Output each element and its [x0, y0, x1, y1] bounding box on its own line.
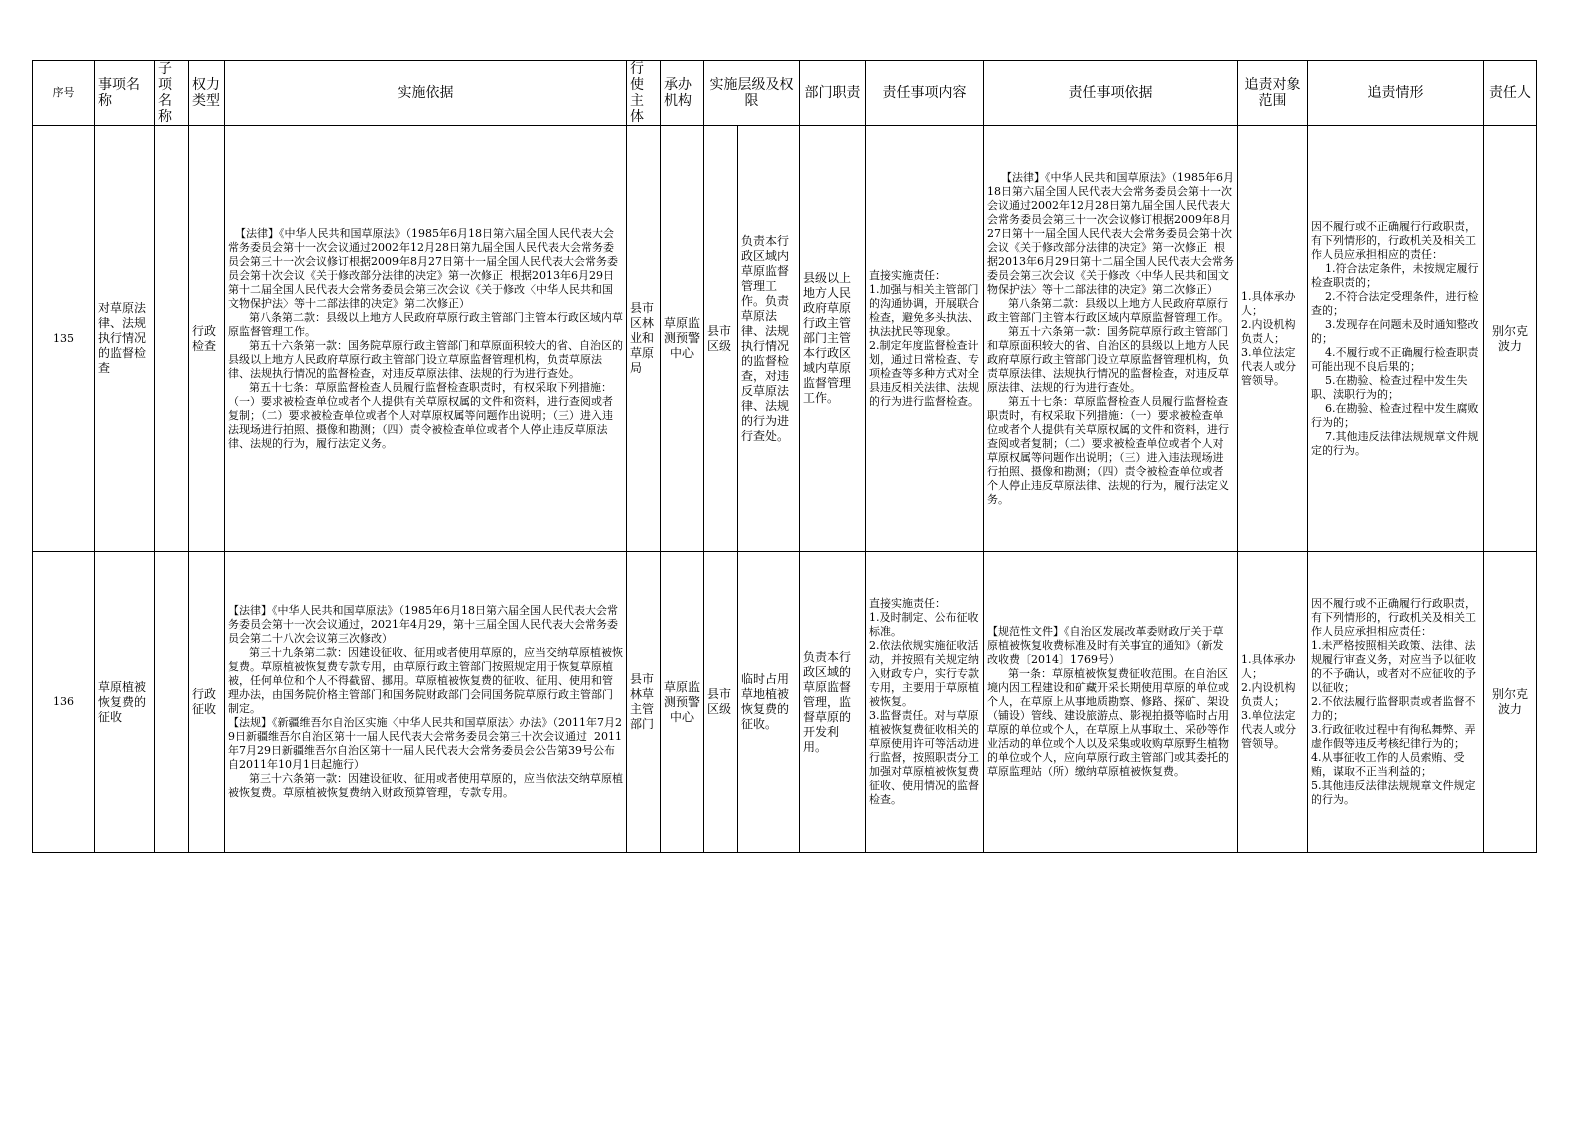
cell-power-type: 行政征收	[189, 552, 225, 853]
cell-seq: 135	[33, 126, 95, 552]
cell-person: 别尔克波力	[1484, 552, 1537, 853]
cell-account-scope: 1.具体承办人； 2.内设机构负责人； 3.单位法定代表人或分管领导。	[1238, 126, 1308, 552]
header-resp-basis: 责任事项依据	[984, 61, 1238, 126]
cell-sub-item	[155, 552, 189, 853]
cell-resp-content: 直接实施责任： 1.及时制定、公布征收标准。 2.依法依规实施征收活动，并按照有关规定纳入财政专户，实行专款专用，主要用于草原植被恢复。 3.监督责任。对与草原植被恢复费征收相关的草原使用许可等活动进行监督，按照职责分工加强对草原植被恢复费征收、使用情况的监督检查。	[866, 552, 984, 853]
cell-basis: 【法律】《中华人民共和国草原法》（1985年6月18日第六届全国人民代表大会常务委员会第十一次会议通过，2021年4月29，第十三届全国人民代表大会常务委员会第二十八次会议第三次修改） 第三十九条第二款：因建设征收、征用或者使用草原的，应当交纳草原植被恢复费。草原植被恢复费专款专用，由草原行政主管部门按照规定用于恢复草原植被，任何单位和个人不得截留、挪用。草原植被恢复费的征收、征用、使用和管理办法，由国务院价格主管部门和国务院财政部门会同国务院草原行政主管部门制定。 【法规】《新疆维吾尔自治区实施〈中华人民共和国草原法〉办法》（2011年7月29日新疆维吾尔自治区第十一届人民代表大会常务委员会第三十次会议通过 2011年7月29日新疆维吾尔自治区第十一届人民代表大会常务委员会公告第39号公布 自2011年10月1日起施行） 第三十六条第一款：因建设征收、征用或者使用草原的，应当依法交纳草原植被恢复费。草原植被恢复费纳入财政预算管理，专款专用。	[225, 552, 627, 853]
table-row	[33, 552, 1537, 853]
header-person: 责任人	[1484, 61, 1537, 126]
header-duty: 部门职责	[800, 61, 866, 126]
header-resp-content: 责任事项内容	[866, 61, 984, 126]
cell-undertaker: 草原监测预警中心	[661, 552, 704, 853]
cell-account-case: 因不履行或不正确履行行政职责，有下列情形的，行政机关及相关工作人员应承担相应的责任： 1.符合法定条件，未按规定履行检查职责的； 2.不符合法定受理条件，进行检查的； 3.发现存在问题未及时通知整改的； 4.不履行或不正确履行检查职责可能出现不良后果的； 5.在勘验、检查过程中发生失职、渎职行为的； 6.在勘验、检查过程中发生腐败行为的； 7.其他违反法律法规规章文件规定的行为。	[1308, 126, 1484, 552]
cell-resp-content: 直接实施责任： 1.加强与相关主管部门的沟通协调，开展联合检查，避免多头执法、执法扰民等现象。 2.制定年度监督检查计划，通过日常检查、专项检查等多种方式对全县违反相关法律、法规的行为进行监督检查。	[866, 126, 984, 552]
cell-duty: 负责本行政区域的草原监督管理，监督草原的开发利用。	[800, 552, 866, 853]
cell-basis: 【法律】《中华人民共和国草原法》（1985年6月18日第六届全国人民代表大会常务委员会第十一次会议通过2002年12月28日第九届全国人民代表大会常务委员会第三十一次会议修订根据2009年8月27日第十一届全国人民代表大会常务委员会第十次会议《关于修改部分法律的决定》第一次修正 根据2013年6月29日第十二届全国人民代表大会常务委员会第三次会议《关于修改〈中华人民共和国文物保护法〉等十二部法律的决定》第二次修正） 第八条第二款：县级以上地方人民政府草原行政主管部门主管本行政区域内草原监督管理工作。 第五十六条第一款：国务院草原行政主管部门和草原面积较大的省、自治区的县级以上地方人民政府草原行政主管部门设立草原监督管理机构，负责草原法律、法规执行情况的监督检查，对违反草原法律、法规的行为进行查处。 第五十七条：草原监督检查人员履行监督检查职责时，有权采取下列措施：（一）要求被检查单位或者个人提供有关草原权属的文件和资料，进行查阅或者复制；（二）要求被检查单位或者个人对草原权属等问题作出说明；（三）进入违法现场进行拍照、摄像和勘测；（四）责令被检查单位或者个人停止违反草原法律、法规的行为，履行法定义务。	[225, 126, 627, 552]
header-undertaker: 承办机构	[661, 61, 704, 126]
cell-undertaker: 草原监测预警中心	[661, 126, 704, 552]
cell-actor: 县市林草主管部门	[627, 552, 661, 853]
table-row	[33, 126, 1537, 552]
header-item-name: 事项名称	[95, 61, 155, 126]
header-actor: 行使主体	[627, 61, 661, 126]
cell-seq: 136	[33, 552, 95, 853]
header-account-scope: 追责对象范围	[1238, 61, 1308, 126]
header-seq: 序号	[33, 61, 95, 126]
cell-item-name: 对草原法律、法规执行情况的监督检查	[95, 126, 155, 552]
cell-level-b: 负责本行政区域内草原监督管理工作。负责草原法律、法规执行情况的监督检查，对违反草原法律、法规的行为进行查处。	[738, 126, 800, 552]
power-list-table	[32, 60, 1537, 853]
cell-duty: 县级以上地方人民政府草原行政主管部门主管本行政区域内草原监督管理工作。	[800, 126, 866, 552]
cell-power-type: 行政检查	[189, 126, 225, 552]
cell-item-name: 草原植被恢复费的征收	[95, 552, 155, 853]
cell-actor: 县市区林业和草原局	[627, 126, 661, 552]
header-basis: 实施依据	[225, 61, 627, 126]
header-account-case: 追责情形	[1308, 61, 1484, 126]
header-power-type: 权力类型	[189, 61, 225, 126]
cell-level-a: 县市区级	[704, 126, 738, 552]
cell-resp-basis: 【规范性文件】《自治区发展改革委财政厅关于草原植被恢复收费标准及时有关事宜的通知》（新发改收费〔2014〕1769号） 第一条：草原植被恢复费征收范围。在自治区境内因工程建设和矿藏开采长期使用草原的单位或个人，在草原上从事地质勘察、修路、探矿、架设（铺设）管线、建设旅游点、影视拍摄等临时占用草原的单位或个人，在草原上从事取土、采砂等作业活动的单位或个人以及采集或收购草原野生植物的单位或个人，应向草原行政主管部门或其委托的草原监理站（所）缴纳草原植被恢复费。	[984, 552, 1238, 853]
cell-person: 别尔克波力	[1484, 126, 1537, 552]
cell-level-b: 临时占用草地植被恢复费的征收。	[738, 552, 800, 853]
cell-level-a: 县市区级	[704, 552, 738, 853]
cell-account-scope: 1.具体承办人； 2.内设机构负责人； 3.单位法定代表人或分管领导。	[1238, 552, 1308, 853]
cell-sub-item	[155, 126, 189, 552]
cell-account-case: 因不履行或不正确履行行政职责，有下列情形的，行政机关及相关工作人员应承担相应责任： 1.未严格按照相关政策、法律、法规履行审查义务，对应当予以征收的不予确认，或者对不应征收的予以征收； 2.不依法履行监督职责或者监督不力的； 3.行政征收过程中有徇私舞弊、弄虚作假等违反考核纪律行为的； 4.从事征收工作的人员索贿、受贿，谋取不正当利益的； 5.其他违反法律法规规章文件规定的行为。	[1308, 552, 1484, 853]
cell-resp-basis: 【法律】《中华人民共和国草原法》（1985年6月18日第六届全国人民代表大会常务委员会第十一次会议通过2002年12月28日第九届全国人民代表大会常务委员会第三十一次会议修订根据2009年8月27日第十一届全国人民代表大会常务委员会第十次会议《关于修改部分法律的决定》第一次修正 根据2013年6月29日第十二届全国人民代表大会常务委员会第三次会议《关于修改〈中华人民共和国文物保护法〉等十二部法律的决定》第二次修正） 第八条第二款：县级以上地方人民政府草原行政主管部门主管本行政区域内草原监督管理工作。 第五十六条第一款：国务院草原行政主管部门和草原面积较大的省、自治区的县级以上地方人民政府草原行政主管部门设立草原监督管理机构，负责草原法律、法规执行情况的监督检查，对违反草原法律、法规的行为进行查处。 第五十七条：草原监督检查人员履行监督检查职责时，有权采取下列措施：（一）要求被检查单位或者个人提供有关草原权属的文件和资料，进行查阅或者复制；（二）要求被检查单位或者个人对草原权属等问题作出说明；（三）进入违法现场进行拍照、摄像和勘测；（四）责令被检查单位或者个人停止违反草原法律、法规的行为，履行法定义务。	[984, 126, 1238, 552]
header-row	[33, 61, 1537, 126]
header-level: 实施层级及权限	[704, 61, 800, 126]
header-sub-item: 子项名称	[155, 61, 189, 126]
